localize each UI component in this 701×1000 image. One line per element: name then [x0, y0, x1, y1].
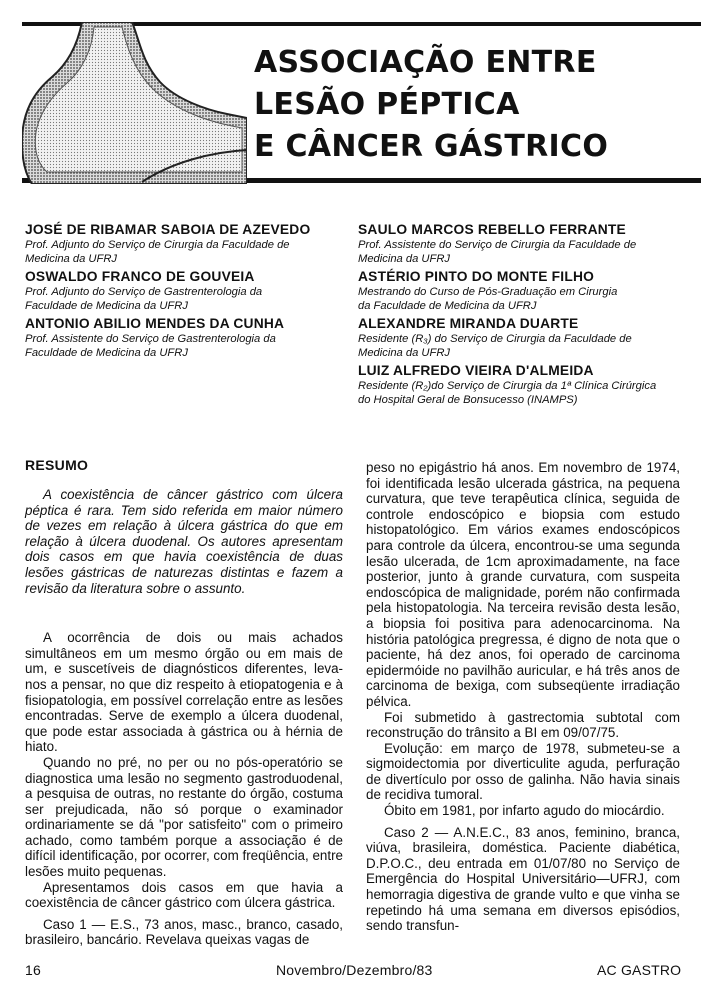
paragraph: Caso 2 — A.N.E.C., 83 anos, feminino, branca, viúva, brasileira, doméstica. Paciente diabética, D.P.O.C., deu entrada em 01/07/80 no Serviço de Emergência do Hospital Universitário—UFRJ, com hemorragia digestiva de grande vulto e que vinha se repetindo há uma semana em diversos episódios, sendo transfun-: [366, 824, 680, 934]
right-column: [366, 460, 680, 934]
author-name: ANTONIO ABILIO MENDES DA CUNHA: [25, 316, 285, 331]
author-affiliation: Faculdade de Medicina da UFRJ: [25, 300, 188, 312]
authors-right: [358, 221, 688, 407]
resumo-heading: RESUMO: [25, 457, 89, 473]
authors-left: [25, 221, 345, 360]
author-affiliation: Prof. Adjunto do Serviço de Cirurgia da Faculdade de: [25, 239, 290, 251]
resumo-text: A coexistência de câncer gástrico com úlcera péptica é rara. Tem sido referida em maior número de vezes em relação à úlcera gástrica do que em relação à úlcera duodenal. Os autores apresentam dois casos em que havia coexistência de duas lesões gástricas de naturezas distintas e fazem a revisão da literatura sobre o assunto.: [25, 487, 343, 596]
author-affiliation: Prof. Adjunto do Serviço de Gastrenterologia da: [25, 286, 263, 298]
author-affiliation: Medicina da UFRJ: [25, 253, 118, 265]
paragraph: Quando no pré, no per ou no pós-operatório se diagnostica uma lesão no segmento gastroduodenal, a pesquisa de outras, no restante do órgão, costuma ser prejudicada, não só porque o examinador ordinariamente se dá "por satisfeito" com o primeiro achado, como também porque a associação é de difícil identificação, por ocorrer, com freqüência, entre lesões muito pequenas.: [25, 754, 343, 880]
author-affiliation: Prof. Assistente do Serviço de Gastrenterologia da: [25, 333, 276, 345]
author-affiliation: Residente (R₃) do Serviço de Cirurgia da Faculdade de: [358, 333, 632, 345]
paragraph: A ocorrência de dois ou mais achados simultâneos em um mesmo órgão ou em mais de um, e suscetíveis de diagnósticos diferentes, leva-nos a pensar, no que diz respeito à etiopatogenia e à fisiopatologia, em possível correlação entre as lesões encontradas. Serve de exemplo a úlcera duodenal, que pode estar associada à gástrica ou à hérnia de hiato.: [25, 630, 343, 755]
paragraph: peso no epigástrio há anos. Em novembro de 1974, foi identificada lesão ulcerada gástrica, na pequena curvatura, que teve terapêutica clínica, seguida de controle endoscópico e biopsia com estudo histopatológico. Em vários exames endoscópicos para controle da úlcera, encontrou-se uma segunda lesão ulcerada, de 1cm aproximadamente, na face posterior, junto à grande curvatura, com suspeita endoscópica de malignidade, porém não confirmada pela histopatologia. Na terceira revisão desta lesão, a biopsia foi positiva para adenocarcinoma. Na história patológica pregressa, é digno de nota que o paciente, há dez anos, foi operado de carcinoma epidermóide no pavilhão auricular, e há três anos de carcinoma de bexiga, com subseqüente irradiação pélvica.: [366, 460, 680, 709]
author-affiliation: Prof. Assistente do Serviço de Cirurgia da Faculdade de: [358, 239, 637, 251]
left-column: [25, 457, 343, 948]
article-title-line-3: E CÂNCER GÁSTRICO: [254, 129, 609, 164]
issue-date: Novembro/Dezembro/83: [276, 962, 433, 978]
page-number: 16: [25, 962, 41, 978]
paragraph: Óbito em 1981, por infarto agudo do miocárdio.: [384, 803, 665, 819]
author-affiliation: da Faculdade de Medicina da UFRJ: [358, 300, 537, 312]
journal-name: AC GASTRO: [597, 962, 682, 978]
author-name: LUIZ ALFREDO VIEIRA D'ALMEIDA: [358, 363, 594, 378]
author-affiliation: Medicina da UFRJ: [358, 253, 451, 265]
author-name: JOSÉ DE RIBAMAR SABOIA DE AZEVEDO: [25, 222, 311, 237]
author-affiliation: do Hospital Geral de Bonsucesso (INAMPS): [358, 394, 578, 406]
stomach-illustration: [22, 22, 247, 184]
article-title-line-2: LESÃO PÉPTICA: [254, 87, 520, 122]
author-name: OSWALDO FRANCO DE GOUVEIA: [25, 269, 255, 284]
author-affiliation: Medicina da UFRJ: [358, 347, 451, 359]
author-affiliation: Mestrando do Curso de Pós-Graduação em Cirurgia: [358, 286, 618, 298]
author-affiliation: Residente (R₂)do Serviço de Cirurgia da 1ª Clínica Cirúrgica: [358, 380, 657, 392]
author-name: SAULO MARCOS REBELLO FERRANTE: [358, 222, 626, 237]
paragraph: Evolução: em março de 1978, submeteu-se a sigmoidectomia por diverticulite aguda, perfuração de divertículo por osso de galinha. Não havia sinais de recidiva tumoral.: [366, 740, 680, 803]
paragraph: Foi submetido à gastrectomia subtotal com reconstrução do trânsito a BI em 09/07/75.: [366, 709, 680, 741]
body-text-left: [25, 630, 343, 948]
article-title-line-1: ASSOCIAÇÃO ENTRE: [254, 45, 597, 80]
author-affiliation: Faculdade de Medicina da UFRJ: [25, 347, 188, 359]
paragraph: Apresentamos dois casos em que havia a coexistência de câncer gástrico com úlcera gástrica.: [25, 879, 343, 911]
author-name: ALEXANDRE MIRANDA DUARTE: [358, 316, 579, 331]
author-name: ASTÉRIO PINTO DO MONTE FILHO: [358, 269, 595, 284]
paragraph: Caso 1 — E.S., 73 anos, masc., branco, casado, brasileiro, bancário. Revelava queixas vagas de: [25, 916, 343, 948]
